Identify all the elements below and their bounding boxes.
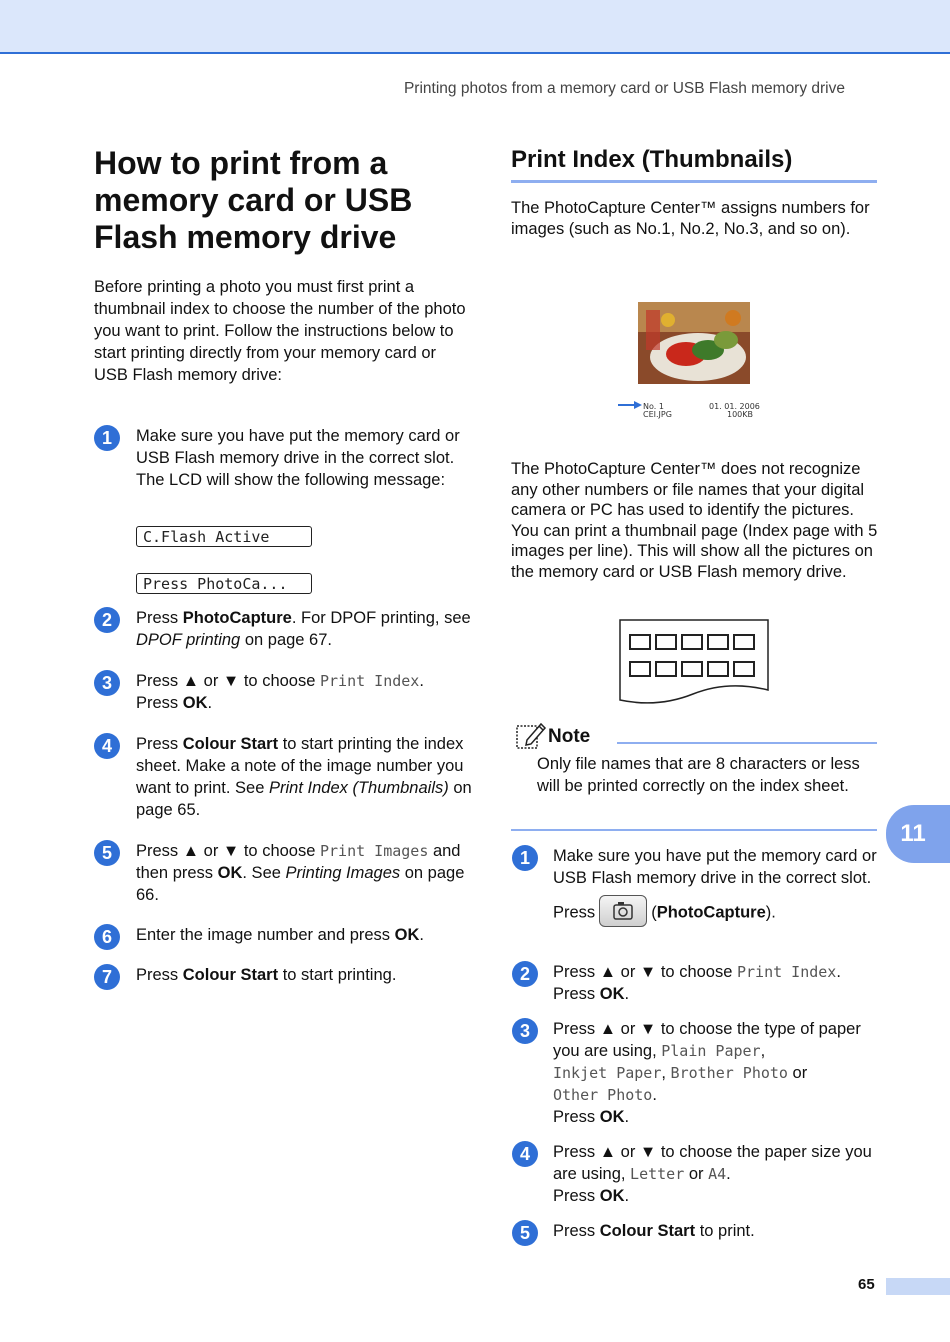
step-text: Make sure you have put the memory card or USB Flash memory drive in the correct slot. The LCD will show the following message:	[136, 427, 460, 489]
page-title: How to print from a memory card or USB Flash memory drive	[94, 145, 413, 255]
left-step-7	[94, 964, 474, 986]
step-number: 6	[94, 924, 120, 950]
section-title: Print Index (Thumbnails)	[511, 146, 793, 173]
left-step-3	[94, 670, 474, 714]
step-text: Press Colour Start to start printing.	[136, 966, 397, 984]
left-step-5	[94, 840, 474, 906]
note-title-rule	[617, 742, 877, 744]
step-text: Enter the image number and press OK.	[136, 926, 424, 944]
right-step-1	[512, 845, 880, 929]
lcd-message-1: C.Flash Active	[136, 526, 312, 547]
step-number: 5	[512, 1220, 538, 1246]
page-number: 65	[858, 1276, 875, 1293]
chapter-tab: 11	[886, 805, 950, 863]
index-sheet-illustration	[618, 618, 772, 710]
note-pencil-icon	[515, 720, 547, 750]
section-paragraph-2: The PhotoCapture Center™ does not recognize any other numbers or file names that your digital camera or PC has used to identify the pictures. You can print a thumbnail page (Index page with 5 images per line). This will show all the pictures on the memory card or USB Flash memory drive.	[511, 460, 878, 581]
left-step-6	[94, 924, 474, 946]
photo-caption-size: 100KB	[727, 410, 754, 419]
step-number: 7	[94, 964, 120, 990]
step-number: 1	[512, 845, 538, 871]
note-title: Note	[548, 726, 591, 747]
step-number: 3	[512, 1018, 538, 1044]
note-text: Only file names that are 8 characters or less will be printed correctly on the index sheet.	[537, 755, 860, 795]
step-text: Press Colour Start to print.	[553, 1222, 755, 1240]
photocapture-button-icon	[599, 895, 647, 927]
arrow-icon	[618, 400, 642, 410]
step-number: 5	[94, 840, 120, 866]
left-step-1	[94, 425, 474, 491]
left-step-4	[94, 733, 474, 821]
right-step-5	[512, 1220, 880, 1242]
step-number: 2	[512, 961, 538, 987]
right-step-3	[512, 1018, 880, 1128]
page-number-block	[886, 1278, 950, 1295]
note-bottom-rule	[511, 829, 877, 831]
photo-caption-date: 01. 01. 2006	[709, 402, 760, 411]
intro-paragraph: Before printing a photo you must first print a thumbnail index to choose the number of the photo you want to print. Follow the instructions below to start printing directly from your memory card or USB Flash memory drive:	[94, 278, 466, 384]
step-number: 4	[512, 1141, 538, 1167]
step-text: Press ▲ or ▼ to choose Print Index. Press OK.	[553, 963, 841, 1003]
top-header-band	[0, 0, 950, 54]
step-number: 2	[94, 607, 120, 633]
photo-caption-file: CEI.JPG	[643, 410, 672, 419]
step-text: Press ▲ or ▼ to choose the type of paper you are using, Plain Paper, Inkjet Paper, Brother Photo or Other Photo. Press OK.	[553, 1020, 861, 1126]
lcd-message-2: Press PhotoCa...	[136, 573, 312, 594]
photo-caption-number: No. 1	[643, 402, 664, 411]
step-text: Make sure you have put the memory card or USB Flash memory drive in the correct slot. Press (PhotoCapture).	[553, 845, 880, 929]
left-step-2	[94, 607, 474, 651]
step-text: Press ▲ or ▼ to choose the paper size you are using, Letter or A4. Press OK.	[553, 1143, 872, 1205]
section-paragraph-1: The PhotoCapture Center™ assigns numbers for images (such as No.1, No.2, No.3, and so on).	[511, 199, 870, 238]
step-text: Press ▲ or ▼ to choose Print Index. Press OK.	[136, 672, 424, 712]
step-number: 1	[94, 425, 120, 451]
right-step-2	[512, 961, 880, 1005]
section-title-rule	[511, 180, 877, 183]
step-text: Press ▲ or ▼ to choose Print Images and then press OK. See Printing Images on page 66.	[136, 842, 465, 904]
sample-food-photo	[638, 302, 750, 384]
step-number: 3	[94, 670, 120, 696]
right-step-4	[512, 1141, 880, 1207]
running-header: Printing photos from a memory card or USB Flash memory drive	[403, 80, 845, 97]
step-text: Press PhotoCapture. For DPOF printing, see DPOF printing on page 67.	[136, 609, 471, 649]
step-number: 4	[94, 733, 120, 759]
step-text: Press Colour Start to start printing the index sheet. Make a note of the image number you want to print. See Print Index (Thumbnails) on page 65.	[136, 735, 472, 819]
